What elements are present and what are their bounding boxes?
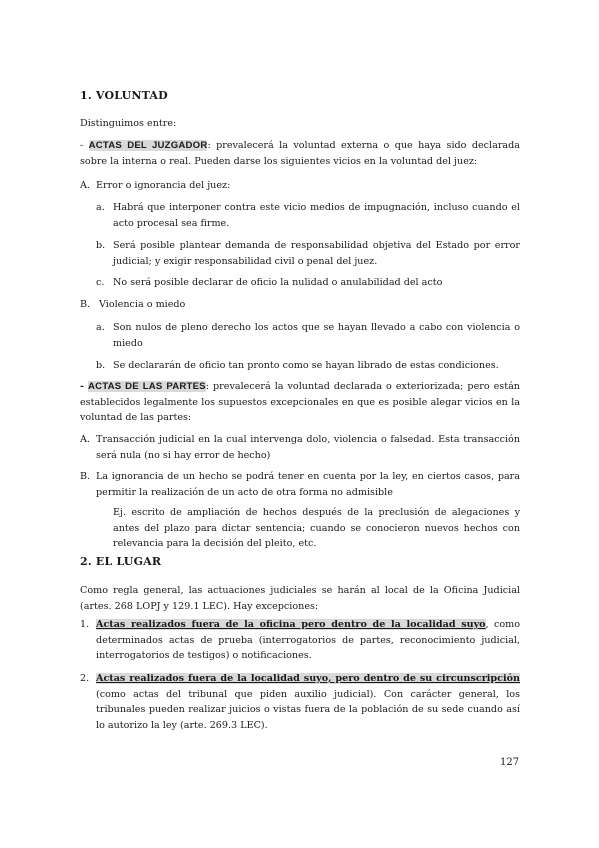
item-b-sub-b-label: b. (96, 360, 106, 371)
partes-item-b-label: B. (80, 471, 91, 482)
item-b-sub-a-label: a. (96, 322, 105, 333)
actas-partes-tag: ACTAS DE LAS PARTES (88, 381, 206, 392)
lugar-item-1-text: , como determinados actas de prueba (interrogatorios de partes, reconocimiento judicial, interrogatorios de testigos) o notificaciones. (96, 619, 520, 661)
section-actas-partes (80, 379, 520, 426)
partes-item-b-text: La ignorancia de un hecho se podrá tener en cuenta por la ley, en ciertos casos, para permitir la realización de un acto de otra forma no admisible (96, 471, 520, 498)
section-actas-juzgador (80, 138, 520, 169)
partes-item-a-label: A. (80, 434, 90, 445)
actas-juzgador-text: : prevalecerá la voluntad externa o que haya sido declarada sobre la interna o real. Pueden darse los siguientes vicios en la voluntad del juez: (80, 140, 520, 167)
heading-voluntad: 1. VOLUNTAD (80, 89, 168, 102)
item-b-sub-b-text: Se declararán de oficio tan pronto como se hayan librado de estas condiciones. (113, 360, 499, 371)
lugar-item-1-bold: Actas realizados fuera de la oficina pero dentro de la localidad suyo (96, 619, 486, 630)
heading-lugar: 2. EL LUGAR (80, 555, 162, 568)
bullet-dash: - (80, 381, 84, 392)
item-a-sub-a-text: Habrá que interponer contra este vicio medios de impugnación, incluso cuando el acto procesal sea firme. (113, 202, 520, 229)
lugar-item-2-label: 2. (80, 673, 90, 684)
example-text: Ej. escrito de ampliación de hechos después de la preclusión de alegaciones y antes del plazo para dictar sentencia; cuando se conocieron nuevos hechos con relevancia para la decisión del pleito, etc. (113, 507, 520, 549)
intro-text: Distinguimos entre: (80, 118, 177, 129)
actas-juzgador-tag: ACTAS DEL JUZGADOR (88, 140, 208, 151)
lugar-item-1 (96, 617, 520, 664)
page-number: 127 (500, 757, 520, 768)
item-a-sub-a-label: a. (96, 202, 105, 213)
lugar-intro-text: Como regla general, las actuaciones judiciales se harán al local de la Oficina Judicial (artes. 268 LOPJ y 129.1 LEC). Hay excepciones: (80, 585, 520, 612)
item-a-sub-c-label: c. (96, 277, 105, 288)
item-b-label: B. (80, 299, 91, 310)
item-b-text: Violencia o miedo (99, 299, 186, 310)
bullet-dash: - (80, 140, 84, 151)
lugar-item-2-bold: Actas realizados fuera de la localidad suyo, pero dentro de su circunscripción (96, 673, 520, 684)
item-a-sub-b-text: Será posible plantear demanda de responsabilidad objetiva del Estado por error judicial; y exigir responsabilidad civil o penal del juez. (113, 240, 520, 267)
partes-item-a-text: Transacción judicial en la cual intervenga dolo, violencia o falsedad. Esta transacción será nula (no si hay error de hecho) (96, 434, 520, 461)
lugar-item-1-label: 1. (80, 619, 90, 630)
item-b-sub-a-text: Son nulos de pleno derecho los actos que se hayan llevado a cabo con violencia o miedo (113, 322, 520, 349)
lugar-item-2-text: (como actas del tribunal que piden auxilio judicial). Con carácter general, los tribunales pueden realizar juicios o vistas fuera de la población de su sede cuando así lo autorizo la ley (arte. 269.3 LEC). (96, 688, 520, 731)
item-a-sub-c-text: No será posible declarar de oficio la nulidad o anulabilidad del acto (113, 277, 443, 288)
actas-partes-text: : prevalecerá la voluntad declarada o exteriorizada; pero están establecidos legalmente los supuestos excepcionales en que es posible alegar vicios en la voluntad de las partes: (80, 381, 520, 423)
item-a-sub-b-label: b. (96, 240, 106, 251)
item-a-text: Error o ignorancia del juez: (96, 180, 231, 191)
lugar-item-2 (96, 671, 520, 733)
item-a-label: A. (80, 180, 90, 191)
